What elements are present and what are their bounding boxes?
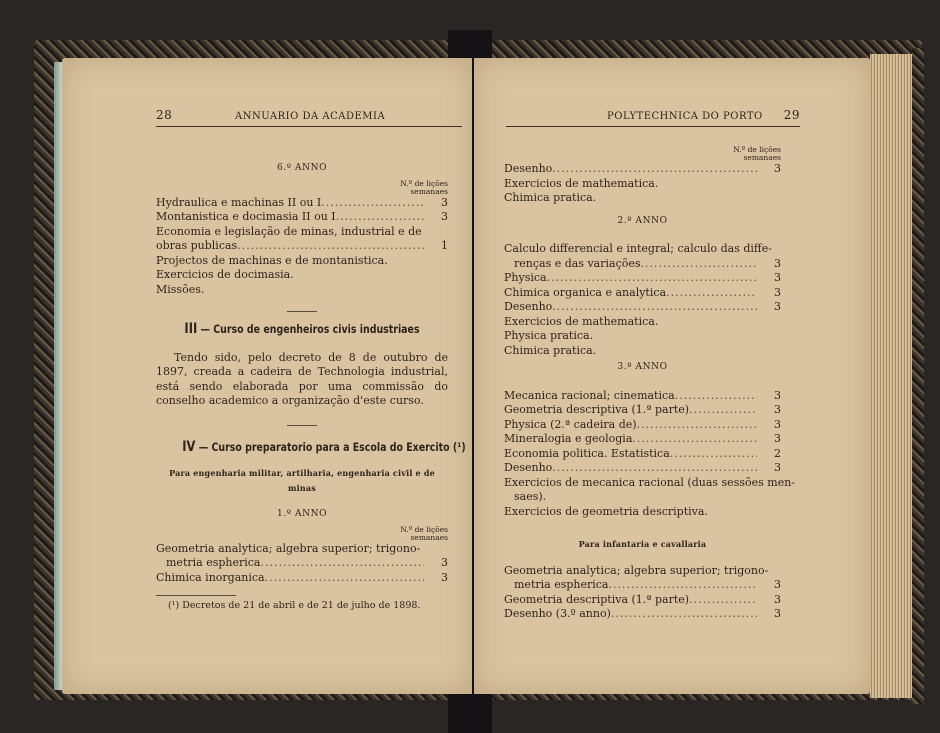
- course-iii-paragraph: Tendo sido, pelo decreto de 8 de outubro de 1897, creada a cadeira de Technologia industrial, está sendo elaborada por uma commissão do conselho academico a organização d'este curso.: [156, 350, 448, 407]
- list-item: Economia e legislação de minas, industrial e de: [156, 224, 422, 238]
- list-item: Hydraulica e machinas II ou I ..... 3: [156, 196, 448, 211]
- left-running-head: ANNUARIO DA ACADEMIA: [235, 111, 386, 122]
- footnote: (¹) Decretos de 21 de abril e de 21 de julho de 1898.: [168, 600, 421, 611]
- right-running-head: POLYTECHNICA DO PORTO: [607, 111, 763, 122]
- left-page-content: [156, 155, 466, 612]
- list-item: Geometria descriptiva (1.ª parte) ..... 3: [504, 403, 781, 418]
- right-page-number: 29: [783, 108, 800, 122]
- column-header: N.º de lições semanaes: [400, 524, 448, 542]
- left-running-header: [156, 108, 462, 122]
- list-item: Desenho (3.º anno) ..... 3: [504, 607, 781, 622]
- list-item: Mineralogia e geologia ..... 3: [504, 432, 781, 447]
- list-item: Exercicios de docimasia.: [156, 268, 294, 281]
- list-item: Economia politica. Estatistica ..... 2: [504, 447, 781, 462]
- right-header-rule: [506, 126, 800, 127]
- right-page-content: [504, 145, 796, 622]
- course-iv-heading: IV — Curso preparatorio para a Escola do Exercito (¹): [182, 438, 466, 455]
- section-title-6-anno: 6.º ANNO: [276, 163, 328, 173]
- list-item: renças e das variações ..... 3: [504, 257, 781, 272]
- list-item: Montanistica e docimasia II ou I ..... 3: [156, 210, 448, 225]
- list-item: Chimica organica e analytica ..... 3: [504, 286, 781, 301]
- list-item: Desenho ..... 3: [504, 162, 781, 177]
- left-page: [62, 58, 472, 694]
- list-item: obras publicas ..... 1: [156, 239, 448, 254]
- column-header: N.º de lições semanaes: [400, 178, 448, 196]
- list-item: Chimica pratica.: [504, 343, 597, 357]
- list-item: Exercicios de mathematica.: [504, 176, 659, 190]
- footnote-rule: [156, 595, 236, 596]
- list-item: Mecanica racional; cinematica ..... 3: [504, 389, 781, 404]
- list-item: Exercicios de geometria descriptiva.: [504, 504, 708, 518]
- separator-rule: [287, 311, 317, 312]
- list-item: Chimica pratica.: [504, 191, 597, 204]
- list-item: Calculo differencial e integral; calculo das diffe-: [504, 242, 772, 255]
- list-item: Projectos de machinas e de montanistica.: [156, 253, 388, 267]
- list-item: Chimica inorganica ..... 3: [156, 571, 448, 586]
- list-item: Geometria analytica; algebra superior; trigono-: [156, 541, 421, 555]
- list-item: Exercicios de mathematica.: [504, 314, 659, 328]
- course-iv-subtitle: Para engenharia militar, artilharia, engenharia civil e de minas: [169, 468, 435, 493]
- separator-rule: [287, 425, 317, 426]
- left-header-rule: [156, 126, 462, 127]
- list-item: metria espherica ..... 3: [156, 556, 448, 571]
- list-item: Physica pratica.: [504, 329, 594, 342]
- list-item: saes).: [514, 490, 547, 503]
- list-item: Exercicios de mecanica racional (duas sessões men-: [504, 475, 796, 489]
- list-item: Physica (2.ª cadeira de) ..... 3: [504, 418, 781, 433]
- infantry-subtitle: Para infantaria e cavallaria: [578, 539, 707, 549]
- column-header: N.º de lições semanaes: [733, 145, 781, 162]
- right-page: [474, 58, 870, 694]
- list-item: Physica ..... 3: [504, 271, 781, 286]
- list-item: Geometria analytica; algebra superior; trigono-: [504, 563, 769, 577]
- right-running-header: [506, 108, 800, 122]
- section-title-3-anno: 3.º ANNO: [617, 362, 668, 372]
- list-item: metria espherica ..... 3: [504, 578, 781, 593]
- section-title-2-anno: 2.º ANNO: [617, 215, 668, 226]
- list-item: Desenho ..... 3: [504, 300, 781, 315]
- course-iii-heading: III — Curso de engenheiros civis industriaes: [184, 321, 420, 337]
- list-item: Desenho ..... 3: [504, 461, 781, 476]
- left-page-number: 28: [156, 108, 173, 122]
- list-item: Geometria descriptiva (1.ª parte) ..... 3: [504, 593, 781, 608]
- section-title-1-anno: 1.º ANNO: [276, 509, 328, 519]
- list-item: Missões.: [156, 282, 205, 296]
